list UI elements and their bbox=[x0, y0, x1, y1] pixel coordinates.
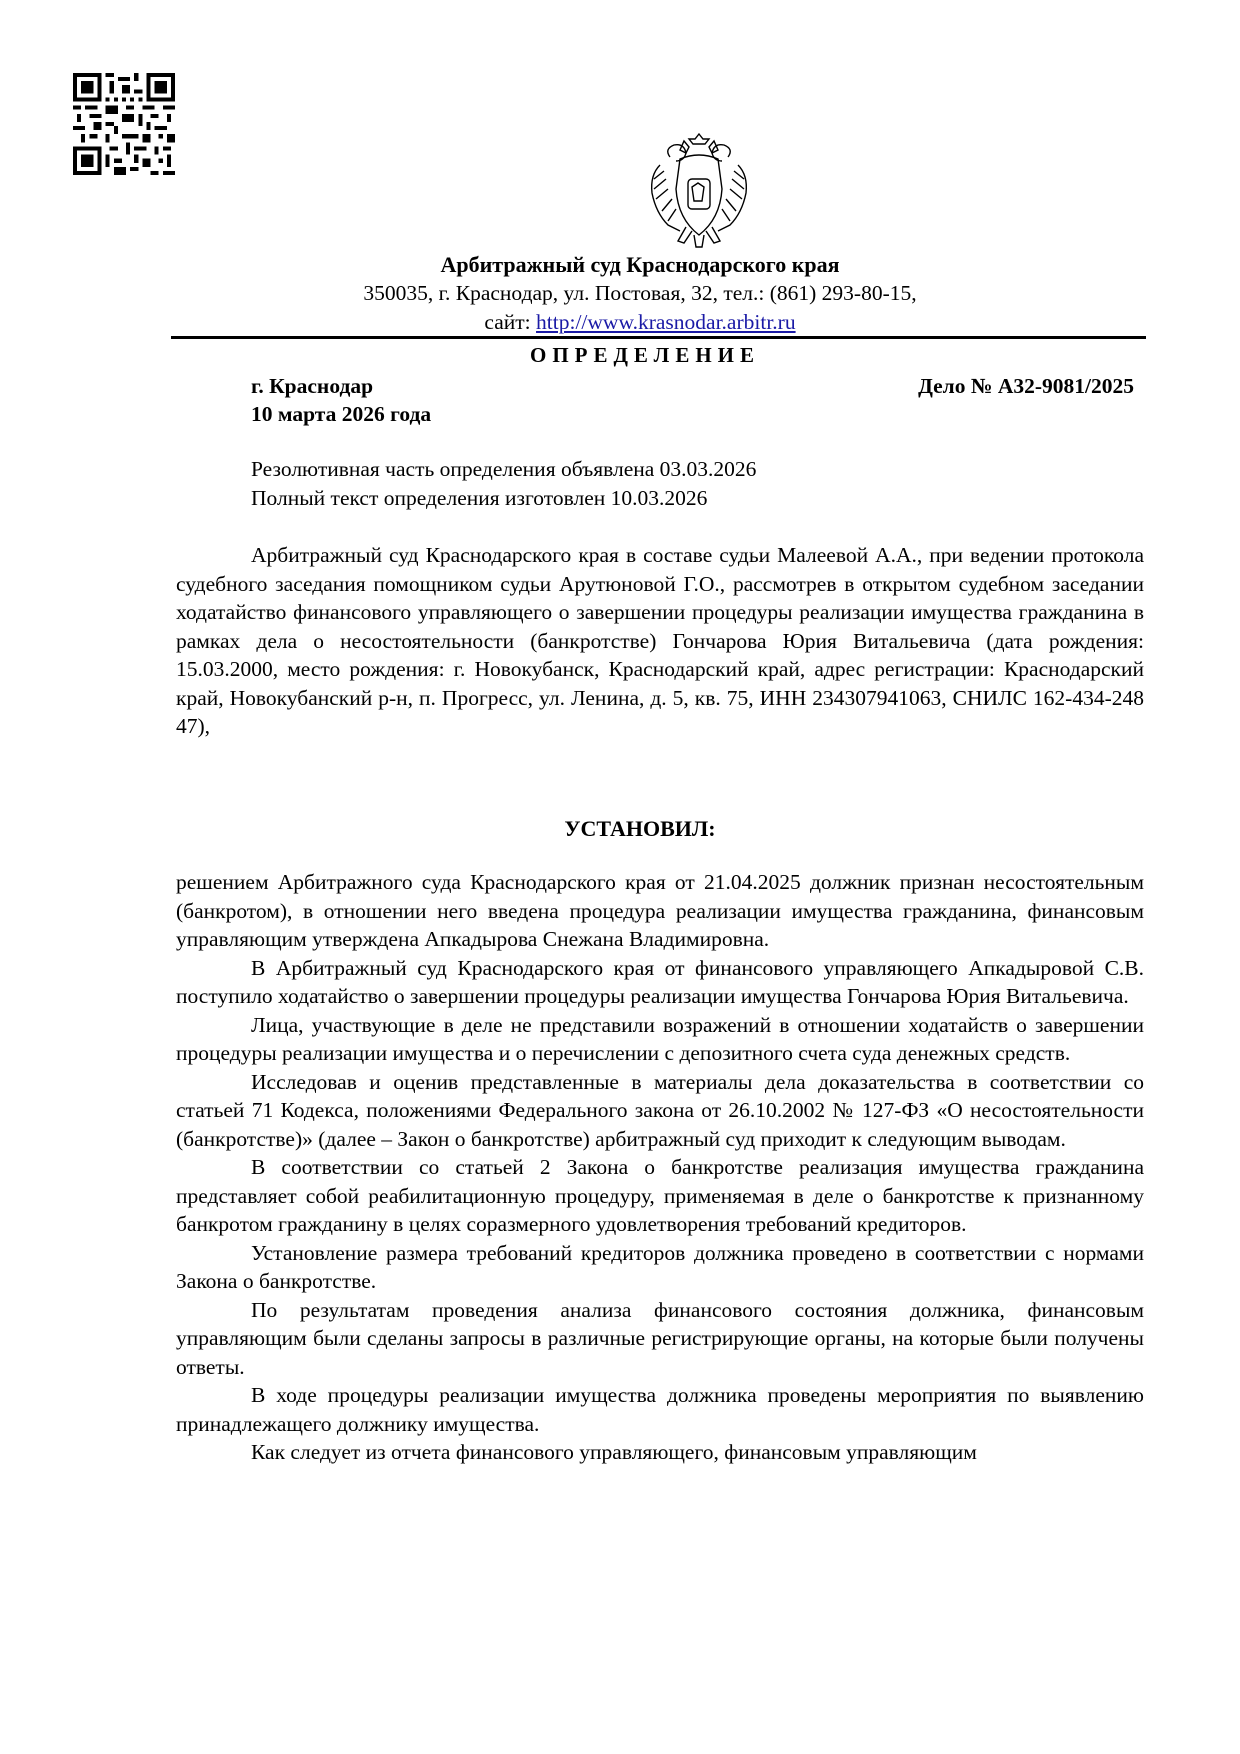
full-text-note: Полный текст определения изготовлен 10.03.2026 bbox=[251, 486, 708, 510]
paragraph: Исследовав и оценив представленные в материалы дела доказательства в соответствии со статьей 71 Кодекса, положениями Федерального закона от 26.10.2002 № 127-ФЗ «О несостоятельности (банкротстве)» (далее – Закон о банкротстве) арбитражный суд приходит к следующим выводам. bbox=[176, 1069, 1144, 1151]
paragraph: В ходе процедуры реализации имущества должника проведены мероприятия по выявлению принадлежащего должнику имущества. bbox=[176, 1383, 1144, 1436]
resolution-note: Резолютивная часть определения объявлена 03.03.2026 bbox=[251, 457, 757, 481]
court-site-link[interactable]: http://www.krasnodar.arbitr.ru bbox=[536, 310, 796, 334]
paragraph: По результатам проведения анализа финансового состояния должника, финансовым управляющим были сделаны запросы в различные регистрирующие органы, на которые были получены ответы. bbox=[176, 1297, 1144, 1379]
document-title: ОПРЕДЕЛЕНИЕ bbox=[529, 343, 760, 367]
document-city: г. Краснодар bbox=[251, 374, 374, 398]
facts-section bbox=[176, 868, 1144, 1467]
paragraph: решением Арбитражного суда Краснодарского края от 21.04.2025 должник признан несостоятельным (банкротом), в отношении него введена процедура реализации имущества гражданина, финансовым управляющим утверждена Апкадырова Снежана Владимировна. bbox=[176, 870, 1144, 951]
header-divider bbox=[171, 336, 1146, 339]
site-prefix: сайт: bbox=[484, 310, 537, 334]
paragraph: Лица, участвующие в деле не представили возражений в отношении ходатайств о завершении процедуры реализации имущества и о перечислении с депозитного счета суда денежных средств. bbox=[176, 1012, 1144, 1065]
qr-code-icon bbox=[73, 73, 175, 175]
document-date: 10 марта 2026 года bbox=[251, 402, 432, 426]
intro-section bbox=[176, 541, 1144, 741]
section-heading: УСТАНОВИЛ: bbox=[564, 816, 716, 841]
paragraph: В соответствии со статьей 2 Закона о банкротстве реализация имущества гражданина представляет собой реабилитационную процедуру, применяемая в деле о банкротстве к признанному банкротом гражданину в целях соразмерного удовлетворения требований кредиторов. bbox=[176, 1155, 1144, 1236]
paragraph: В Арбитражный суд Краснодарского края от финансового управляющего Апкадыровой С.В. поступило ходатайство о завершении процедуры реализации имущества Гончарова Юрия Витальевича. bbox=[176, 955, 1144, 1008]
paragraph: Установление размера требований кредиторов должника проведено в соответствии с нормами Закона о банкротстве. bbox=[176, 1240, 1144, 1293]
coat-of-arms-icon bbox=[640, 131, 758, 254]
court-address: 350035, г. Краснодар, ул. Постовая, 32, тел.: (861) 293-80-15, bbox=[363, 281, 917, 305]
paragraph: Как следует из отчета финансового управляющего, финансовым управляющим bbox=[251, 1440, 977, 1464]
court-name: Арбитражный суд Краснодарского края bbox=[440, 252, 840, 277]
case-number: Дело № А32-9081/2025 bbox=[918, 374, 1134, 398]
intro-paragraph: Арбитражный суд Краснодарского края в составе судьи Малеевой А.А., при ведении протокола судебного заседания помощником судьи Арутюновой Г.О., рассмотрев в открытом судебном заседании ходатайство финансового управляющего о завершении процедуры реализации имущества гражданина в рамках дела о несостоятельности (банкротстве) Гончарова Юрия Витальевича (дата рождения: 15.03.2000, место рождения: г. Новокубанск, Краснодарский край, адрес регистрации: Краснодарский край, Новокубанский р-н, п. Прогресс, ул. Ленина, д. 5, кв. 75, ИНН 234307941063, СНИЛС 162-434-248 47), bbox=[176, 543, 1144, 738]
court-site-line bbox=[0, 310, 1240, 335]
